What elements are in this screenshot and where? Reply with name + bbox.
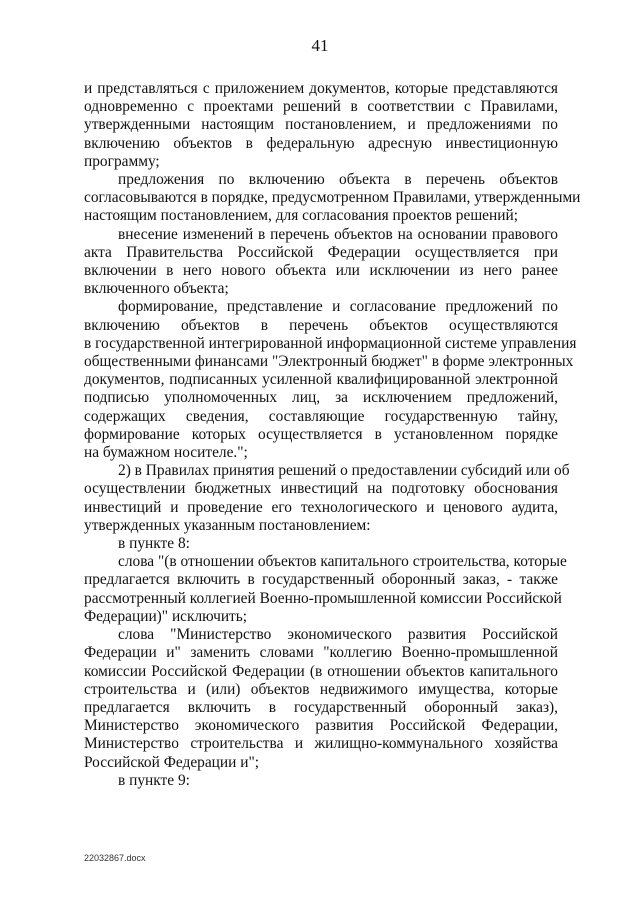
paragraph: [84, 535, 558, 553]
text-line: в пункте 9:: [118, 771, 190, 789]
text-line: формирование, представление и согласование предложений по: [118, 298, 558, 316]
text-line: согласовываются в порядке, предусмотренном Правилами, утвержденными: [84, 189, 581, 207]
text-line: утвержденными настоящим постановлением, и предложениями по: [84, 116, 558, 134]
text-line: включению объектов в федеральную адресную инвестиционную: [84, 134, 558, 152]
text-line: утвержденных указанным постановлением:: [84, 516, 371, 534]
text-line: инвестиций и проведение его технологического и ценового аудита,: [84, 498, 558, 516]
text-line: в пункте 8:: [118, 535, 190, 553]
text-line: рассмотренный коллегией Военно-промышленной комиссии Российской: [84, 589, 562, 607]
text-line: 2) в Правилах принятия решений о предоставлении субсидий или об: [118, 462, 570, 480]
text-line: одновременно с проектами решений в соответствии с Правилами,: [84, 98, 558, 116]
document-body: [84, 80, 581, 790]
text-line: слова "(в отношении объектов капитального строительства, которые: [118, 553, 567, 571]
paragraph: [84, 553, 567, 626]
text-line: предлагается включить в государственный оборонный заказ),: [84, 698, 558, 716]
text-line: предлагается включить в государственный оборонный заказ, - также: [84, 571, 558, 589]
text-line: Министерство строительства и жилищно-коммунального хозяйства: [84, 735, 558, 753]
text-line: программу;: [84, 152, 160, 170]
paragraph: [84, 226, 558, 299]
paragraph: [84, 772, 558, 790]
page-number: 41: [311, 36, 329, 55]
paragraph: [84, 80, 558, 171]
text-line: содержащих сведения, составляющие государственную тайну,: [84, 407, 558, 425]
text-line: общественными финансами "Электронный бюджет" в форме электронных: [84, 353, 574, 371]
text-line: подписью уполномоченных лиц, за исключением предложений,: [84, 389, 558, 407]
text-line: Федерации)" исключить;: [84, 607, 248, 625]
text-line: включению объектов в перечень объектов осуществляются: [84, 316, 558, 334]
text-line: комиссии Российской Федерации (в отношении объектов капитального: [84, 662, 558, 680]
paragraph: [84, 462, 570, 535]
text-line: осуществлении бюджетных инвестиций на подготовку обоснования: [84, 480, 558, 498]
text-line: в государственной интегрированной информационной системе управления: [84, 334, 577, 352]
paragraph: [84, 298, 577, 462]
paragraph: [84, 626, 558, 772]
text-line: включенного объекта;: [84, 280, 229, 298]
text-line: документов, подписанных усиленной квалифицированной электронной: [84, 371, 558, 389]
text-line: Российской Федерации и";: [84, 753, 260, 771]
text-line: предложения по включению объекта в перечень объектов: [118, 171, 558, 189]
text-line: внесение изменений в перечень объектов на основании правового: [118, 225, 558, 243]
paragraph: [84, 171, 581, 226]
text-line: на бумажном носителе.";: [84, 444, 248, 462]
text-line: слова "Министерство экономического развития Российской: [118, 626, 558, 644]
text-line: строительства и (или) объектов недвижимого имущества, которые: [84, 680, 558, 698]
text-line: формирование которых осуществляется в установленном порядке: [84, 425, 558, 443]
text-line: Министерство экономического развития Российской Федерации,: [84, 717, 558, 735]
document-file-code: 22032867.docx: [84, 853, 146, 863]
text-line: включении в него нового объекта или исключении из него ранее: [84, 262, 558, 280]
text-line: и представляться с приложением документов, которые представляются: [84, 80, 558, 97]
text-line: Федерации и" заменить словами "коллегию Военно-промышленной: [84, 644, 558, 662]
text-line: настоящим постановлением, для согласования проектов решений;: [84, 207, 518, 225]
text-line: акта Правительства Российской Федерации осуществляется при: [84, 243, 558, 261]
